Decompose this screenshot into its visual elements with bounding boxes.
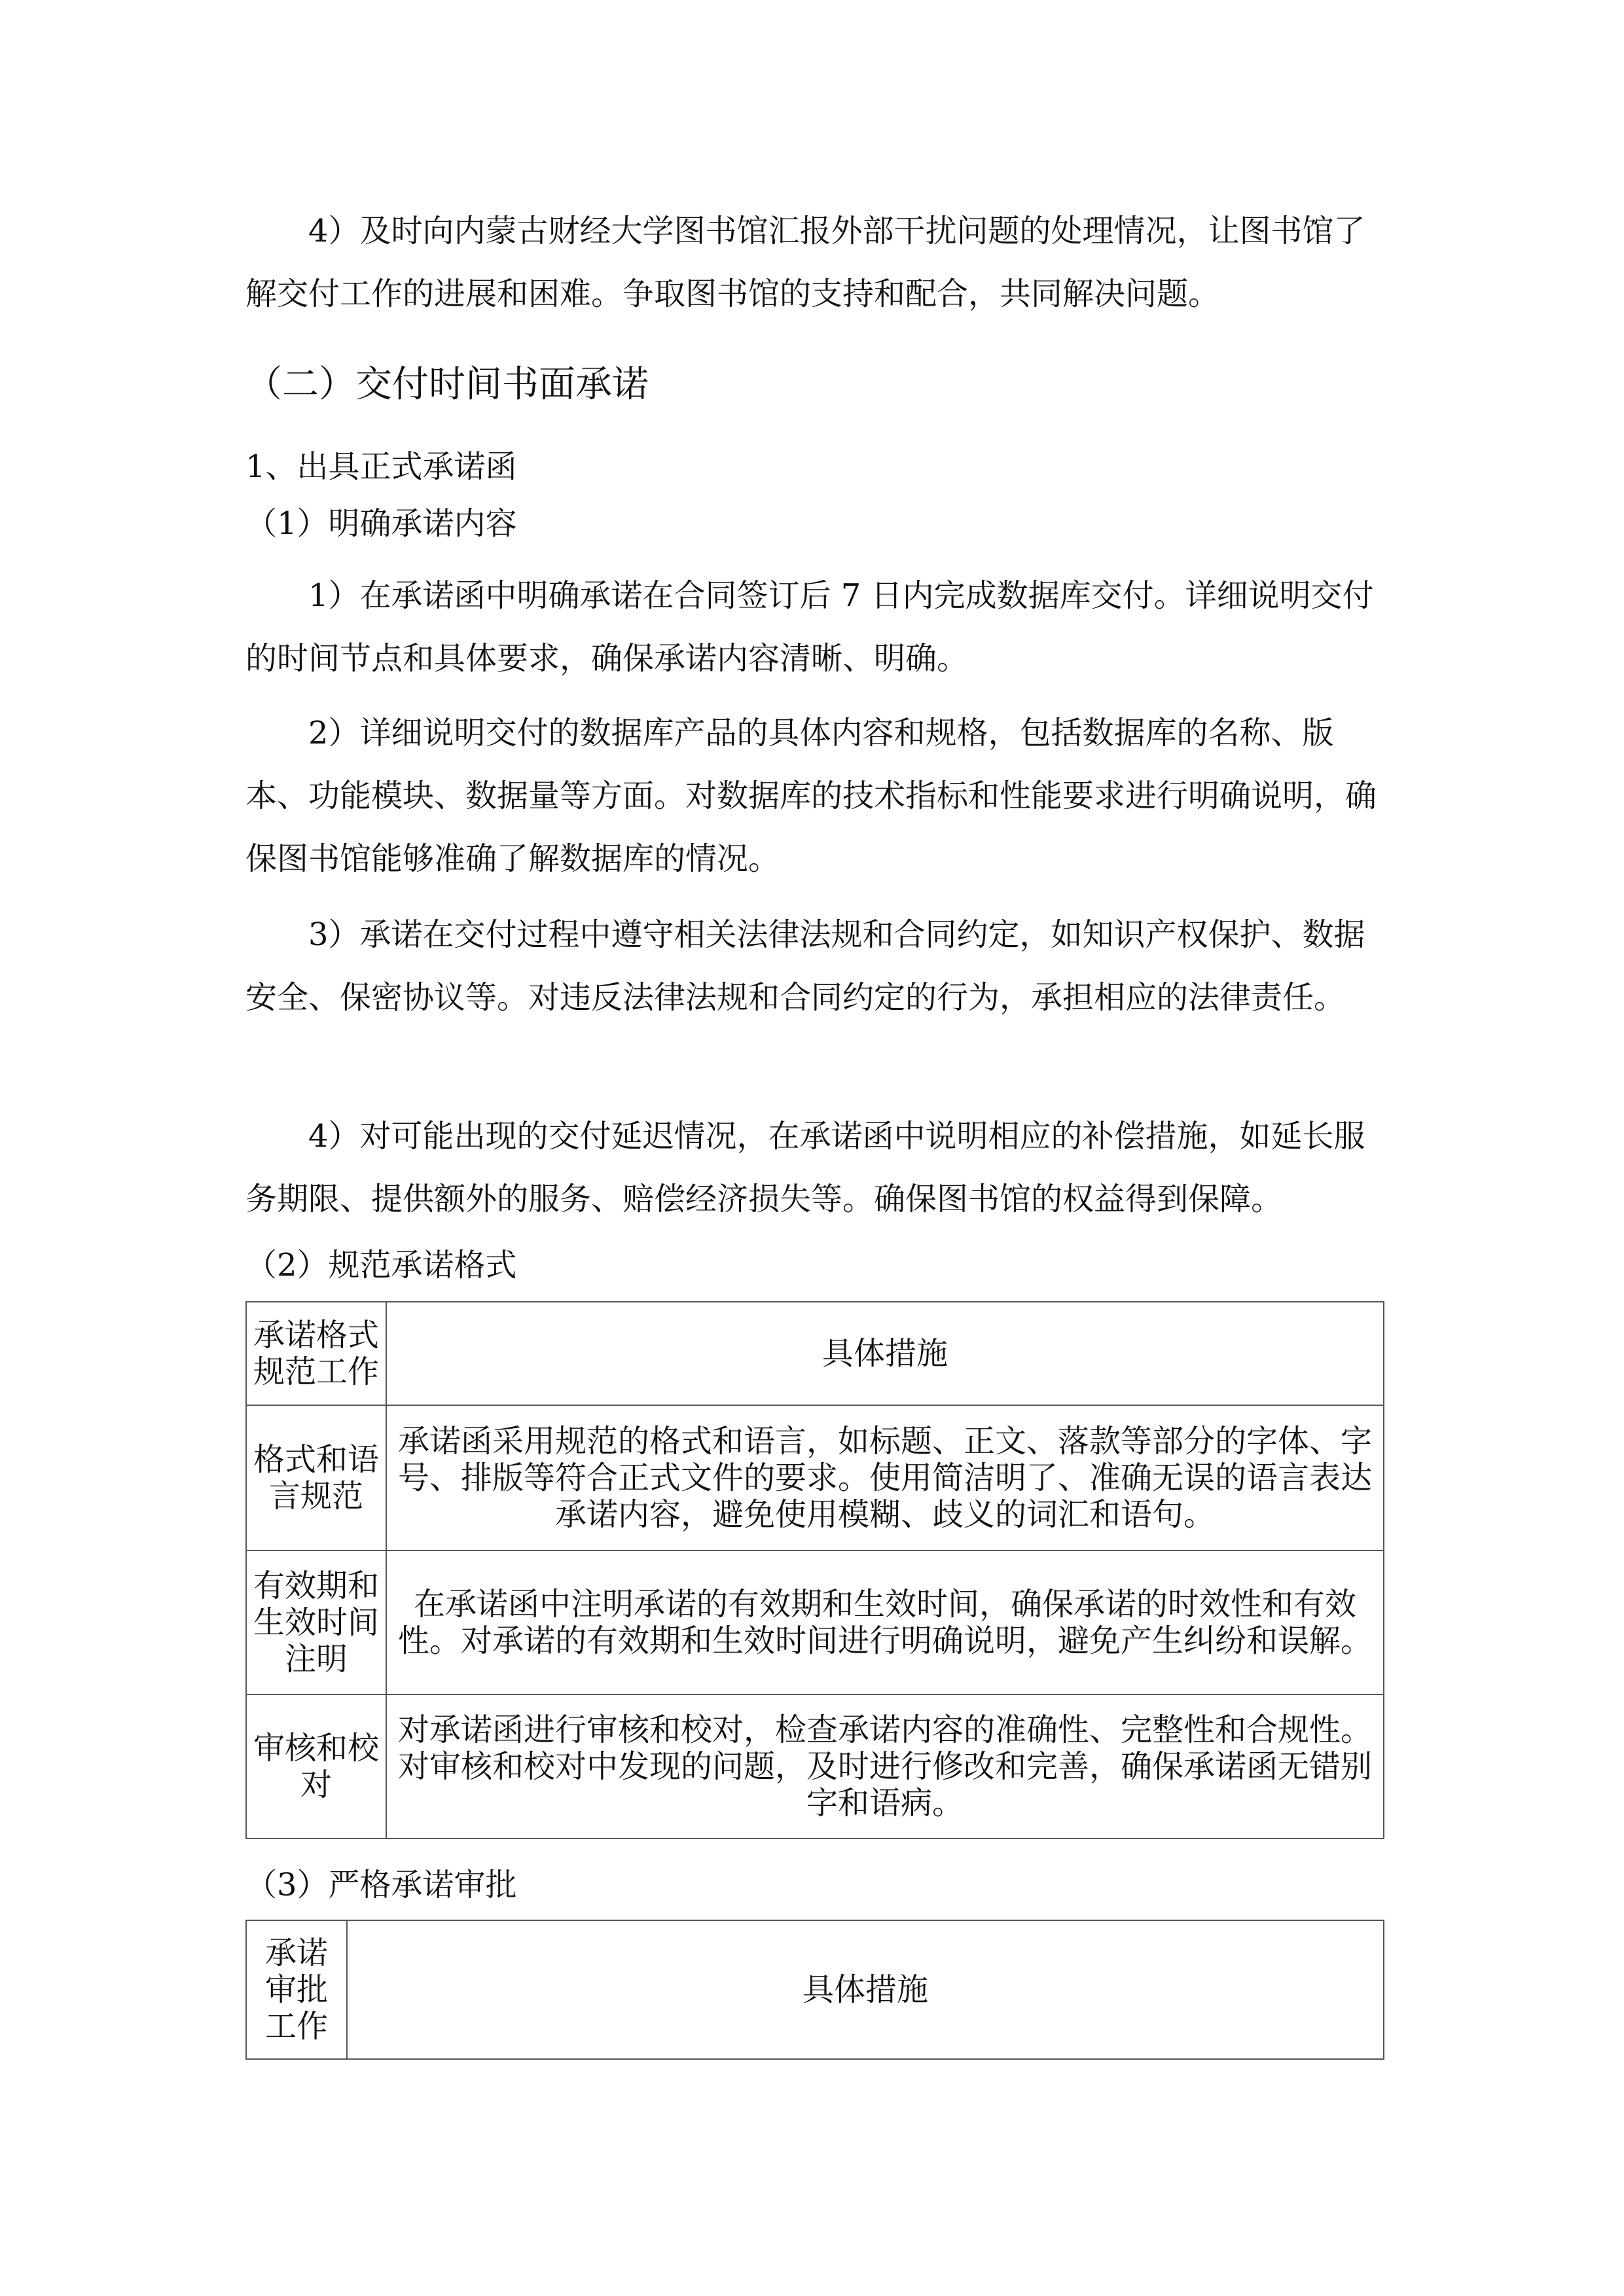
subheading-1-1: （1）明确承诺内容 [245,505,517,542]
subheading-1: 1、出具正式承诺函 [245,448,517,485]
table-header-cell: 具体措施 [347,1920,1384,2059]
table-row [246,1551,1384,1695]
table-header-cell: 承诺格式规范工作 [246,1302,386,1405]
table-body-cell: 对承诺函进行审核和校对，检查承诺内容的准确性、完整性和合规性。对审核和校对中发现的问题，及时进行修改和完善，确保承诺函无错别字和语病。 [386,1695,1384,1839]
table-label-cell: 有效期和生效时间注明 [246,1551,386,1695]
subheading-1-2: （2）规范承诺格式 [245,1247,517,1283]
approval-table [245,1920,1384,2060]
paragraph-commit-1: 1）在承诺函中明确承诺在合同签订后 7 日内完成数据库交付。详细说明交付的时间节点和具体要求，确保承诺内容清晰、明确。 [245,577,1374,677]
paragraph-commit-4: 4）对可能出现的交付延迟情况，在承诺函中说明相应的补偿措施，如延长服务期限、提供额外的服务、赔偿经济损失等。确保图书馆的权益得到保障。 [245,1118,1365,1217]
table-header-cell: 承诺审批工作 [246,1920,347,2059]
table-header-cell: 具体措施 [386,1302,1384,1405]
table-body-cell: 在承诺函中注明承诺的有效期和生效时间，确保承诺的时效性和有效性。对承诺的有效期和生效时间进行明确说明，避免产生纠纷和误解。 [386,1551,1384,1695]
table-label-cell: 格式和语言规范 [246,1405,386,1551]
table-body-cell: 承诺函采用规范的格式和语言，如标题、正文、落款等部分的字体、字号、排版等符合正式文件的要求。使用简洁明了、准确无误的语言表达承诺内容，避免使用模糊、歧义的词汇和语句。 [386,1405,1384,1551]
paragraph-commit-3: 3）承诺在交付过程中遵守相关法律法规和合同约定，如知识产权保护、数据安全、保密协议等。对违反法律法规和合同约定的行为，承担相应的法律责任。 [245,916,1365,1016]
paragraph-item4-report: 4）及时向内蒙古财经大学图书馆汇报外部干扰问题的处理情况，让图书馆了解交付工作的进展和困难。争取图书馆的支持和配合，共同解决问题。 [245,213,1365,312]
table-header-row [246,1920,1384,2059]
format-table [245,1301,1384,1839]
table-row [246,1405,1384,1551]
table-label-cell: 审核和校对 [246,1695,386,1839]
subheading-1-3: （3）严格承诺审批 [245,1867,517,1903]
table-header-row [246,1302,1384,1405]
table-row [246,1695,1384,1839]
paragraph-commit-2: 2）详细说明交付的数据库产品的具体内容和规格，包括数据库的名称、版本、功能模块、数据量等方面。对数据库的技术指标和性能要求进行明确说明，确保图书馆能够准确了解数据库的情况。 [245,715,1377,877]
section-heading: （二）交付时间书面承诺 [245,363,649,406]
